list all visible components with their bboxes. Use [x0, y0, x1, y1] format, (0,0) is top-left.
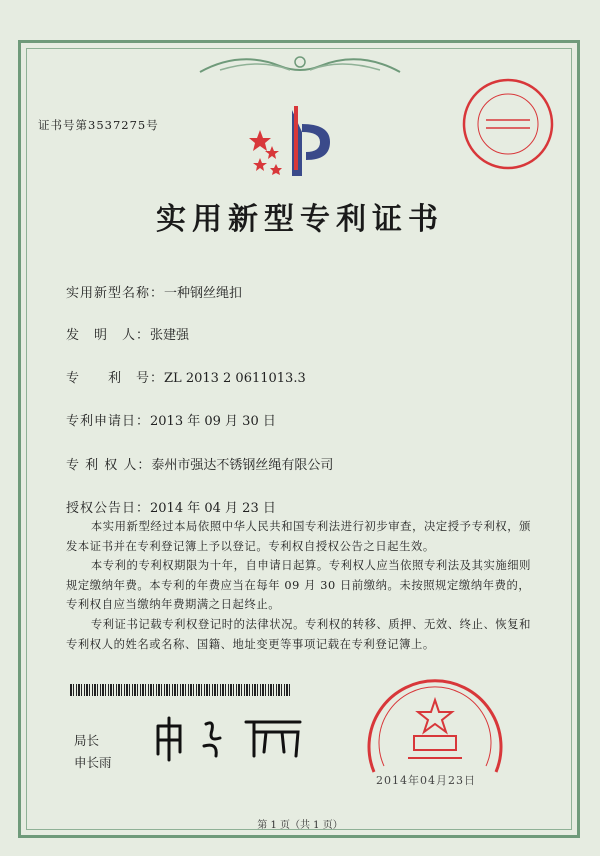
barcode-stripe [238, 684, 240, 696]
patent-office-logo [240, 100, 360, 180]
barcode-stripe [268, 684, 269, 696]
field-value: ZL 2013 2 0611013.3 [164, 371, 306, 386]
barcode-stripe [177, 684, 178, 696]
barcode-stripe [193, 684, 194, 696]
barcode-stripe [204, 684, 205, 696]
barcode-stripe [110, 684, 112, 696]
barcode-stripe [102, 684, 104, 696]
barcode-stripe [124, 684, 125, 696]
barcode-stripe [265, 684, 266, 696]
barcode-stripe [134, 684, 136, 696]
barcode-stripe [97, 684, 98, 696]
barcode-stripe [100, 684, 101, 696]
barcode-stripe [81, 684, 82, 696]
field-value: 2013 年 09 月 30 日 [150, 414, 276, 429]
barcode-stripe [166, 684, 168, 696]
barcode-stripe [113, 684, 114, 696]
barcode-stripe [169, 684, 170, 696]
field-label: 发 明 人： [66, 328, 151, 343]
field-value: 张建强 [150, 328, 190, 343]
barcode-stripe [209, 684, 210, 696]
barcode-stripe [164, 684, 165, 696]
barcode-stripe [230, 684, 232, 696]
top-ornament [180, 40, 420, 80]
commissioner-title: 局长 [74, 733, 100, 748]
certificate-number: 证书号第3537275号 [38, 118, 159, 132]
barcode-stripe [233, 684, 234, 696]
barcode-stripe [118, 684, 120, 696]
barcode-stripe [86, 684, 88, 696]
barcode-stripe [142, 684, 144, 696]
barcode-stripe [254, 684, 256, 696]
barcode-stripe [246, 684, 248, 696]
barcode-stripe [222, 684, 224, 696]
barcode-stripe [244, 684, 245, 696]
barcode-stripe [78, 684, 80, 696]
barcode-stripe [249, 684, 250, 696]
registration-seal [460, 76, 556, 172]
field-label: 专 利 权 人： [66, 458, 152, 473]
barcode-stripe [172, 684, 173, 696]
barcode-stripe [156, 684, 157, 696]
field-value: 2014 年 04 月 23 日 [150, 501, 276, 516]
barcode-stripe [126, 684, 128, 696]
barcode-stripe [73, 684, 74, 696]
barcode-stripe [180, 684, 181, 696]
barcode [70, 684, 292, 696]
commissioner-name: 申长雨 [74, 755, 112, 770]
barcode-stripe [153, 684, 154, 696]
barcode-stripe [281, 684, 282, 696]
barcode-stripe [188, 684, 189, 696]
barcode-stripe [132, 684, 133, 696]
barcode-stripe [262, 684, 264, 696]
barcode-stripe [284, 684, 285, 696]
barcode-stripe [196, 684, 197, 696]
barcode-stripe [76, 684, 77, 696]
barcode-stripe [121, 684, 122, 696]
barcode-stripe [252, 684, 253, 696]
barcode-stripe [270, 684, 272, 696]
certificate-body [66, 517, 536, 654]
body-paragraph: 本实用新型经过本局依照中华人民共和国专利法进行初步审查，决定授予专利权，颁发本证书并在专利登记簿上予以登记。专利权自授权公告之日起生效。 [66, 520, 532, 553]
field-label: 专 利 号： [66, 371, 165, 386]
barcode-stripe [276, 684, 277, 696]
barcode-stripe [198, 684, 200, 696]
barcode-stripe [225, 684, 226, 696]
barcode-stripe [137, 684, 138, 696]
barcode-stripe [257, 684, 258, 696]
barcode-stripe [148, 684, 149, 696]
field-grant-date [66, 497, 276, 516]
barcode-stripe [228, 684, 229, 696]
barcode-stripe [84, 684, 85, 696]
handwritten-signature [150, 712, 310, 762]
barcode-stripe [116, 684, 117, 696]
barcode-stripe [182, 684, 184, 696]
barcode-stripe [278, 684, 280, 696]
barcode-stripe [129, 684, 130, 696]
barcode-stripe [201, 684, 202, 696]
barcode-stripe [70, 684, 72, 696]
barcode-stripe [217, 684, 218, 696]
barcode-stripe [236, 684, 237, 696]
barcode-stripe [289, 684, 290, 696]
barcode-stripe [212, 684, 213, 696]
body-paragraph: 专利证书记载专利权登记时的法律状况。专利权的转移、质押、无效、终止、恢复和专利权人的姓名或名称、国籍、地址变更等事项记载在专利登记簿上。 [66, 617, 532, 651]
barcode-stripe [220, 684, 221, 696]
stamp-date: 2014年04月23日 [376, 774, 476, 787]
barcode-stripe [286, 684, 288, 696]
barcode-stripe [145, 684, 146, 696]
page-number: 第 1 页（共 1 页） [257, 820, 343, 831]
field-inventor [66, 324, 189, 343]
barcode-stripe [105, 684, 106, 696]
field-value: 泰州市强达不锈钢丝绳有限公司 [151, 458, 334, 473]
barcode-stripe [174, 684, 176, 696]
field-utility-model-name [66, 282, 242, 301]
commissioner-block [74, 730, 112, 774]
field-patent-number [66, 367, 306, 386]
barcode-stripe [150, 684, 152, 696]
barcode-stripe [214, 684, 216, 696]
barcode-stripe [260, 684, 261, 696]
field-label: 授权公告日： [66, 501, 151, 516]
barcode-stripe [273, 684, 274, 696]
barcode-stripe [241, 684, 242, 696]
barcode-stripe [108, 684, 109, 696]
barcode-stripe [158, 684, 160, 696]
barcode-stripe [185, 684, 186, 696]
field-label: 实用新型名称： [66, 286, 165, 301]
barcode-stripe [206, 684, 208, 696]
barcode-stripe [89, 684, 90, 696]
certificate-title: 实用新型专利证书 [156, 202, 444, 237]
barcode-stripe [94, 684, 96, 696]
field-patentee [66, 454, 333, 473]
field-label: 专利申请日： [66, 414, 151, 429]
barcode-stripe [190, 684, 192, 696]
field-filing-date [66, 410, 276, 429]
field-value: 一种钢丝绳扣 [164, 286, 243, 301]
barcode-stripe [161, 684, 162, 696]
barcode-stripe [92, 684, 93, 696]
body-paragraph: 本专利的专利权期限为十年，自申请日起算。专利权人应当依照专利法及其实施细则规定缴纳年费。本专利的年费应当在每年 09 月 30 日前缴纳。未按照规定缴纳年费的，专利权自应当缴纳年费期满之日起终止。 [66, 559, 532, 612]
barcode-stripe [140, 684, 141, 696]
